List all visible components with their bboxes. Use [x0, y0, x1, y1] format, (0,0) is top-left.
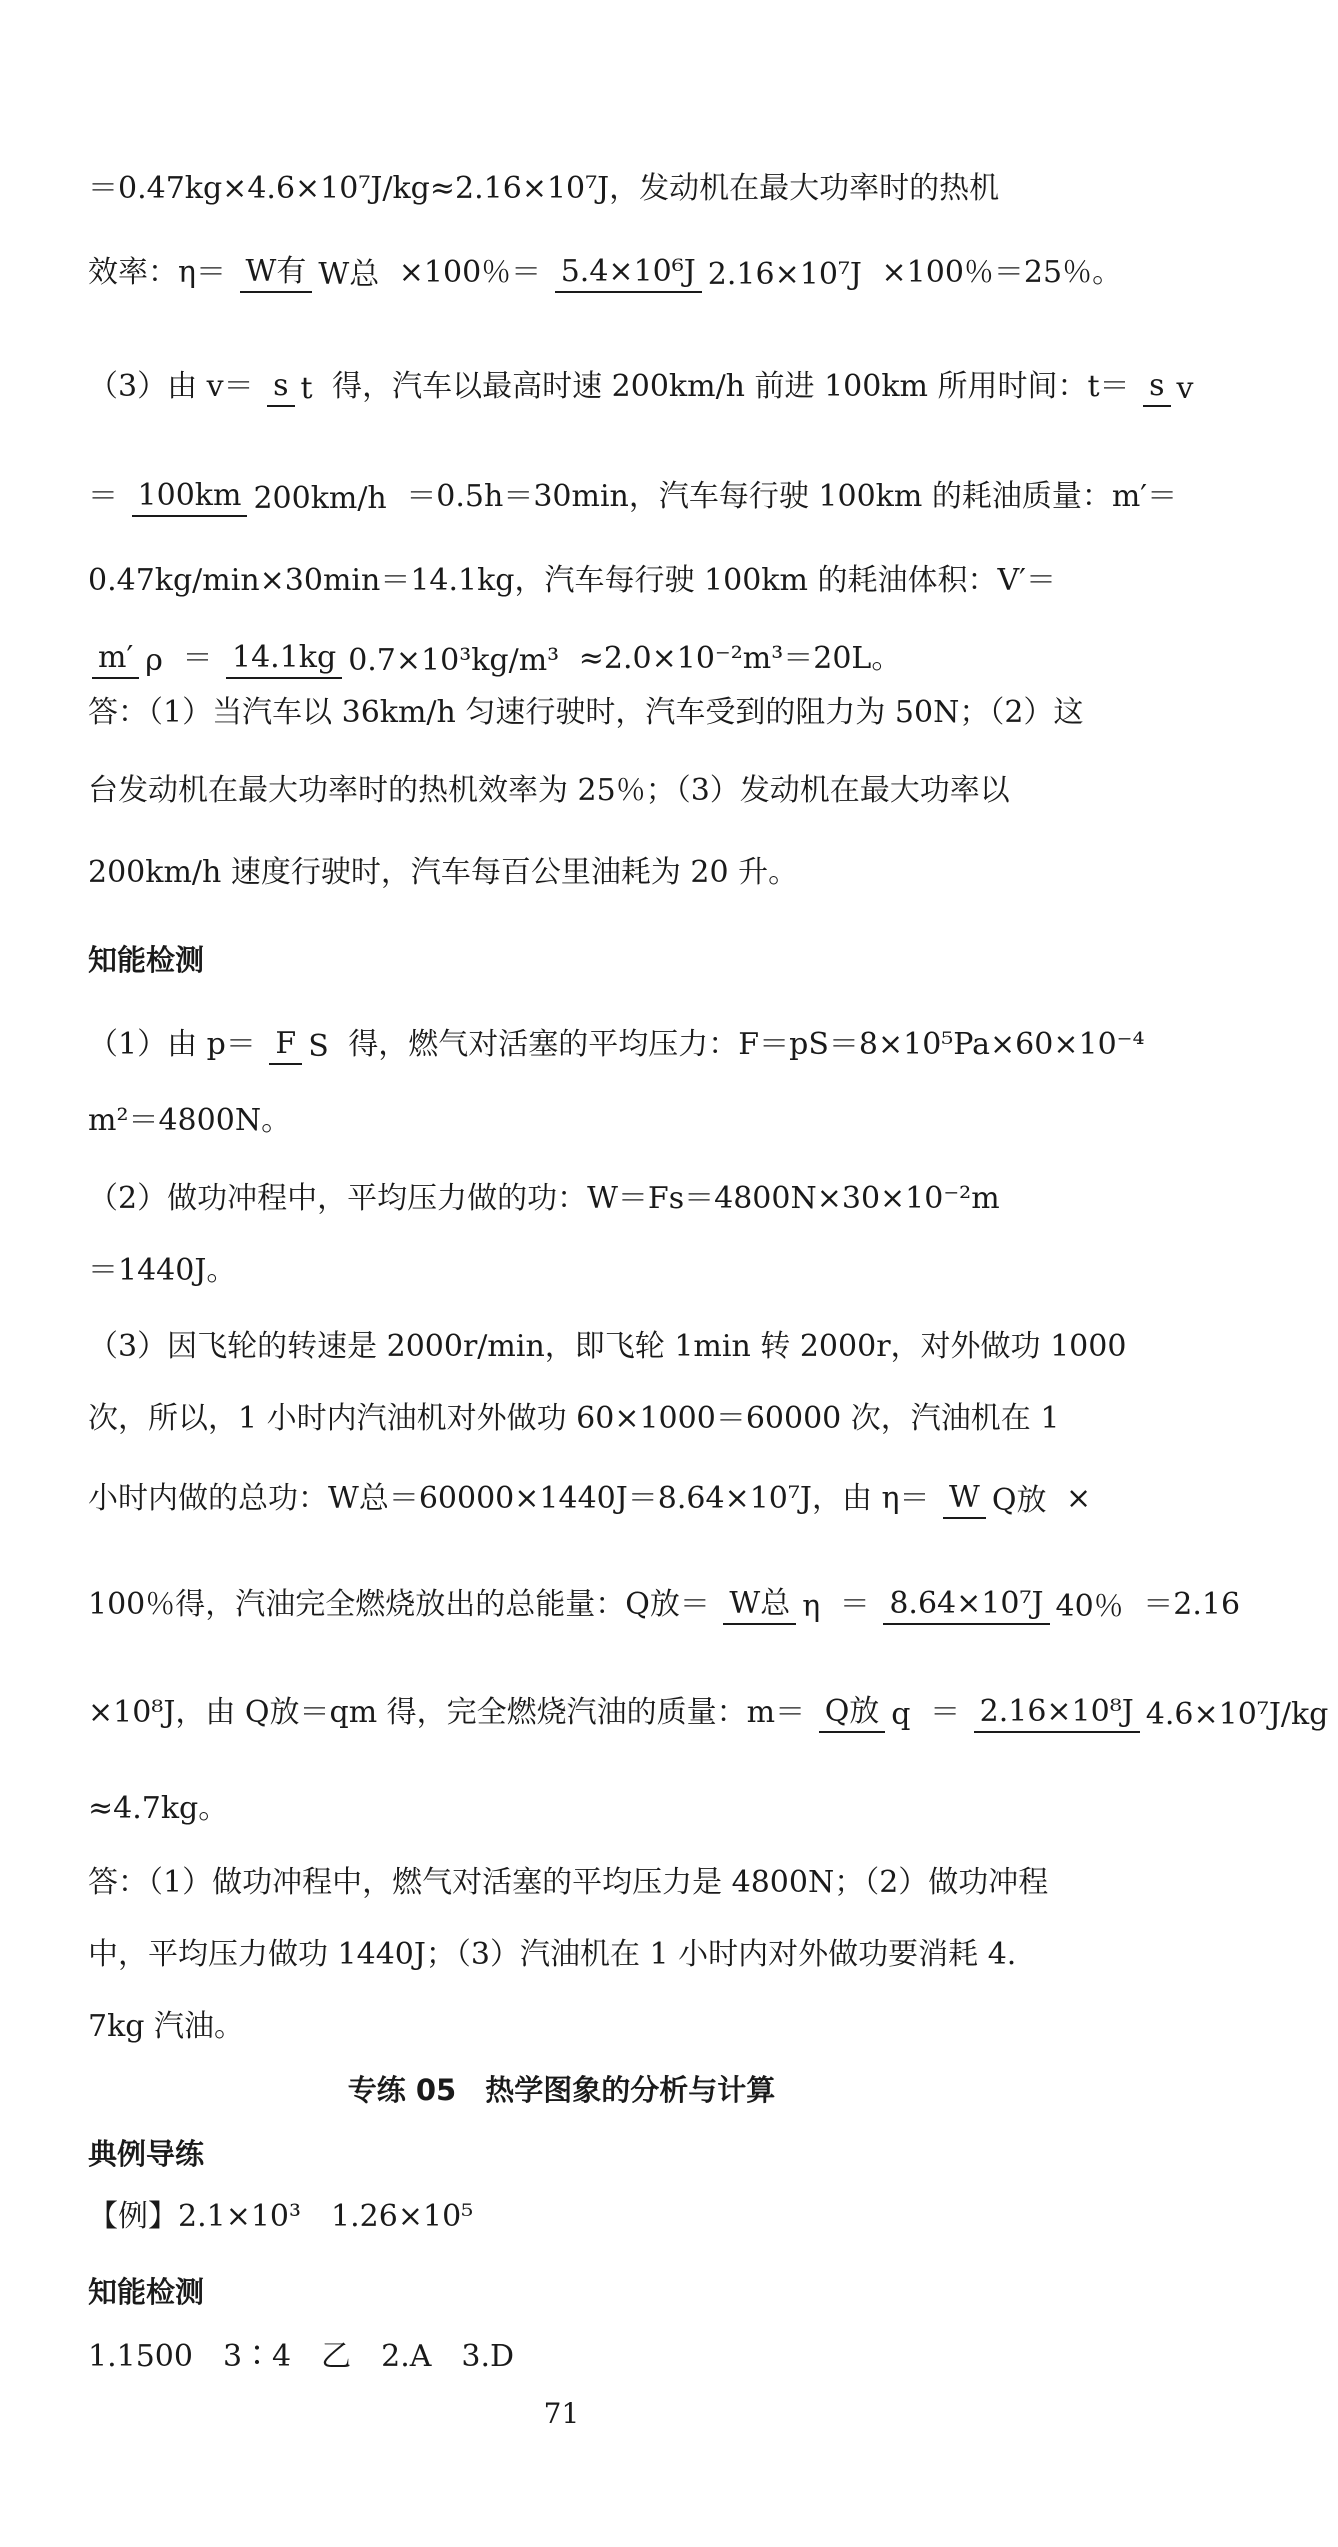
- denominator: S: [308, 1029, 329, 1064]
- text-line: [88, 1478, 1092, 1519]
- numerator: 100km: [132, 479, 248, 517]
- fraction: [267, 367, 318, 407]
- text-line: [88, 2336, 1063, 2377]
- text: ＝0.47kg×4.6×10⁷J/kg≈2.16×10⁷J，发动机在最大功率时的热机: [88, 171, 1000, 206]
- text: （1）由 p＝: [88, 1027, 256, 1062]
- denominator: t: [300, 371, 313, 406]
- text: ≈4.7kg。: [88, 1791, 229, 1826]
- text: ＝1440J。: [88, 1253, 237, 1288]
- denominator: v: [1176, 371, 1194, 406]
- denominator: 200km/h: [253, 481, 387, 516]
- fraction: [132, 477, 393, 517]
- denominator: η: [802, 1589, 821, 1624]
- text: ≈2.0×10⁻²m³＝20L。: [578, 641, 902, 676]
- fraction: [269, 1025, 334, 1065]
- text-line: [88, 638, 1063, 679]
- numerator: s: [267, 369, 294, 407]
- numerator: W: [943, 1481, 986, 1519]
- fraction: [819, 1693, 917, 1733]
- text-line: [88, 1178, 1063, 1219]
- text-line: [88, 770, 1063, 811]
- text: ＝: [182, 641, 213, 676]
- numerator: 8.64×10⁷J: [883, 1587, 1049, 1625]
- numerator: s: [1143, 369, 1170, 407]
- text-line: [88, 852, 1063, 893]
- text: 得，汽车以最高时速 200km/h 前进 100km 所用时间：t＝: [332, 369, 1130, 404]
- text: 次，所以，1 小时内汽油机对外做功 60×1000＝60000 次，汽油机在 1: [88, 1401, 1060, 1436]
- fraction: [723, 1585, 826, 1625]
- denominator: q: [891, 1697, 911, 1732]
- text: （3）由 v＝: [88, 369, 254, 404]
- text: （2）做功冲程中，平均压力做的功：W＝Fs＝4800N×30×10⁻²m: [88, 1181, 1000, 1216]
- text-line: [88, 168, 1063, 209]
- section-heading: [88, 938, 1063, 980]
- text-line: [88, 1024, 1145, 1065]
- text: 1.1500 3∶4 乙 2.A 3.D: [88, 2339, 515, 2374]
- denominator: W总: [318, 257, 380, 292]
- fraction: [226, 639, 565, 679]
- text-line: [88, 560, 1063, 601]
- numerator: m′: [92, 641, 139, 679]
- text: 小时内做的总功：W总＝60000×1440J＝8.64×10⁷J，由 η＝: [88, 1481, 930, 1516]
- text: ＝0.5h＝30min，汽车每行驶 100km 的耗油质量：m′＝: [406, 479, 1178, 514]
- text: 200km/h 速度行驶时，汽车每百公里油耗为 20 升。: [88, 855, 799, 890]
- text-line: [88, 1692, 1329, 1733]
- text: （3）因飞轮的转速是 2000r/min，即飞轮 1min 转 2000r，对外做功 1000: [88, 1329, 1127, 1364]
- text: m²＝4800N。: [88, 1103, 292, 1138]
- text-line: [88, 1934, 1063, 1975]
- numerator: W总: [723, 1587, 796, 1625]
- text-line: [88, 252, 1123, 293]
- text: ×100％＝: [398, 255, 542, 290]
- fraction: [555, 253, 868, 293]
- heading-text: 知能检测: [88, 943, 205, 977]
- text: ×: [1066, 1481, 1092, 1516]
- text-line: [88, 1398, 1063, 1439]
- text: 0.47kg/min×30min＝14.1kg，汽车每行驶 100km 的耗油体积：V′＝: [88, 563, 1056, 598]
- denominator: 4.6×10⁷J/kg: [1145, 1697, 1329, 1732]
- chapter-title: [0, 2068, 1123, 2110]
- section-heading: [88, 2132, 1063, 2174]
- numerator: F: [269, 1027, 302, 1065]
- text-line: [88, 692, 1084, 733]
- page-number: [0, 2392, 1123, 2434]
- text: 台发动机在最大功率时的热机效率为 25％；（3）发动机在最大功率以: [88, 773, 1010, 808]
- text-line: [88, 1862, 1063, 1903]
- denominator: 40％: [1055, 1589, 1124, 1624]
- fraction: [974, 1693, 1335, 1733]
- text: 答：（1）做功冲程中，燃气对活塞的平均压力是 4800N；（2）做功冲程: [88, 1865, 1049, 1900]
- numerator: Q放: [819, 1695, 886, 1733]
- text: 效率：η＝: [88, 255, 226, 290]
- heading-text: 专练 05 热学图象的分析与计算: [347, 2073, 776, 2107]
- text-line: [88, 1100, 1063, 1141]
- text-line: [88, 2006, 1063, 2047]
- numerator: W有: [240, 255, 313, 293]
- text-line: [88, 1788, 1063, 1829]
- fraction: [883, 1585, 1129, 1625]
- denominator: Q放: [991, 1483, 1047, 1518]
- fraction: [943, 1479, 1052, 1519]
- text-line: [88, 476, 1178, 517]
- page-number-text: 71: [543, 2396, 580, 2430]
- denominator: 2.16×10⁷J: [707, 257, 862, 292]
- text: ＝: [839, 1587, 870, 1622]
- heading-text: 知能检测: [88, 2275, 205, 2309]
- text-line: [88, 1326, 1127, 1367]
- text: ＝: [930, 1695, 961, 1730]
- text: 得，燃气对活塞的平均压力：F＝pS＝8×10⁵Pa×60×10⁻⁴: [348, 1027, 1145, 1062]
- text: 100％得，汽油完全燃烧放出的总能量：Q放＝: [88, 1587, 710, 1622]
- text: 答：（1）当汽车以 36km/h 匀速行驶时，汽车受到的阻力为 50N；（2）这: [88, 695, 1084, 730]
- numerator: 5.4×10⁶J: [555, 255, 702, 293]
- text: ＝: [88, 479, 118, 514]
- text-line: [88, 1584, 1241, 1625]
- text-line: [88, 2196, 1063, 2237]
- fraction: [1143, 367, 1199, 407]
- text: 【例】2.1×10³ 1.26×10⁵: [88, 2199, 474, 2234]
- text: ×100％＝25％。: [881, 255, 1123, 290]
- numerator: 14.1kg: [226, 641, 342, 679]
- heading-text: 典例导练: [88, 2137, 205, 2171]
- text: 中，平均压力做功 1440J；（3）汽油机在 1 小时内对外做功要消耗 4.: [88, 1937, 1017, 1972]
- text: ×10⁸J，由 Q放＝qm 得，完全燃烧汽油的质量：m＝: [88, 1695, 806, 1730]
- fraction: [92, 639, 169, 679]
- text-line: [88, 366, 1194, 407]
- denominator: ρ: [145, 643, 163, 678]
- text-line: [88, 1250, 1063, 1291]
- text: ＝2.16: [1143, 1587, 1241, 1622]
- fraction: [240, 253, 386, 293]
- numerator: 2.16×10⁸J: [974, 1695, 1140, 1733]
- text: 7kg 汽油。: [88, 2009, 245, 2044]
- denominator: 0.7×10³kg/m³: [348, 643, 560, 678]
- section-heading: [88, 2270, 1063, 2312]
